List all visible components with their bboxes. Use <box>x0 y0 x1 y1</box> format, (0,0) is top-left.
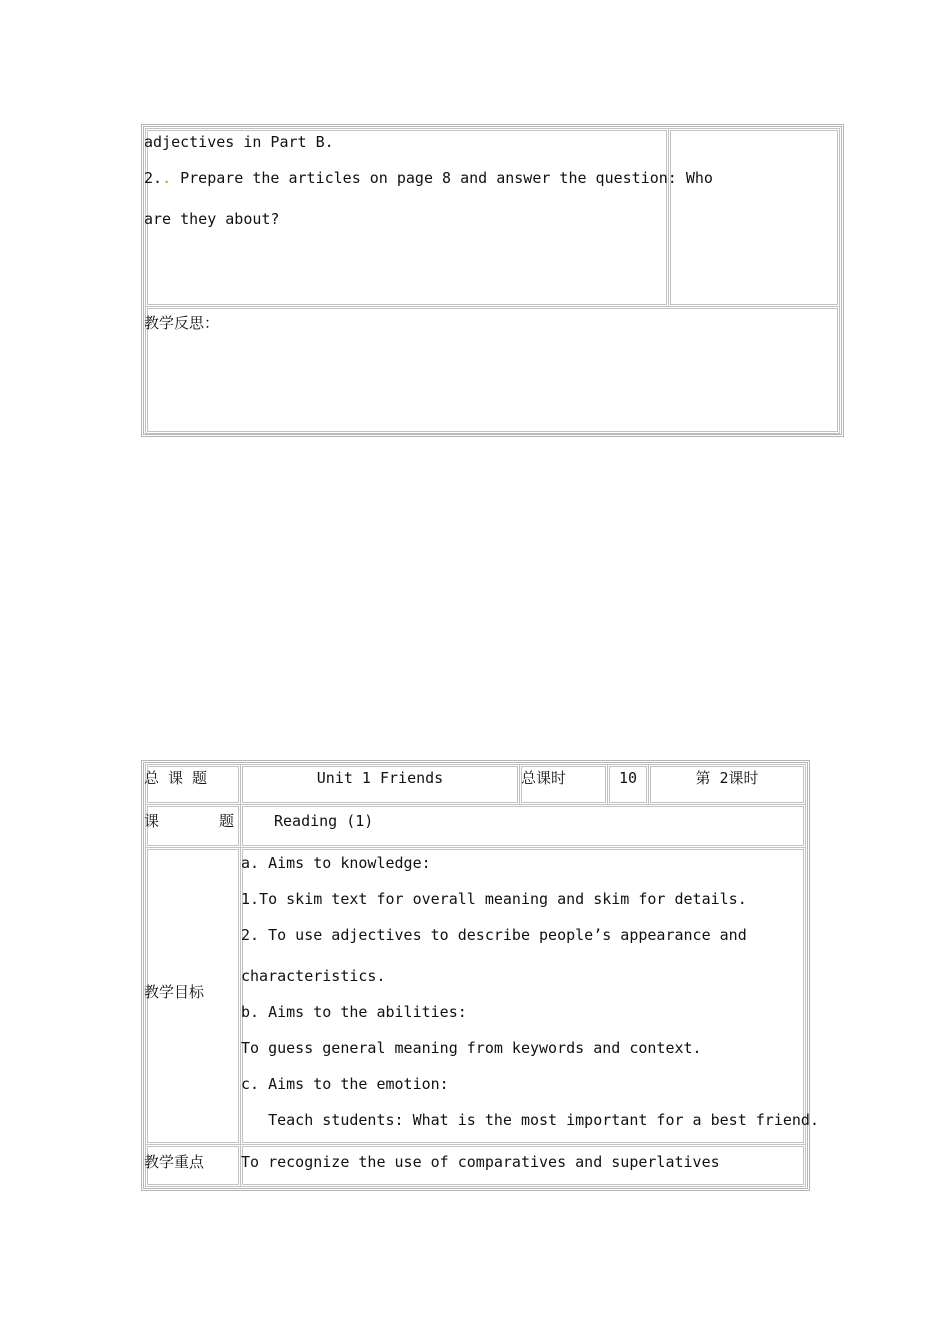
key-points-label: 教学重点 <box>144 1153 205 1171</box>
objective-line: Teach students: What is the most important for a best friend. <box>241 1111 819 1129</box>
reflection-label: 教学反思： <box>144 314 220 332</box>
topic-value: Reading (1) <box>274 812 374 830</box>
objective-line: c. Aims to the emotion: <box>241 1075 449 1093</box>
objective-line: 1.To skim text for overall meaning and skim for details. <box>241 890 747 908</box>
homework-line-3: are they about? <box>144 210 280 228</box>
objective-line: 2. To use adjectives to describe people’s appearance and <box>241 926 747 944</box>
total-hours-label: 总课时 <box>521 769 567 787</box>
objective-line: b. Aims to the abilities: <box>241 1003 467 1021</box>
topic-label-a: 课 <box>144 812 160 830</box>
objective-line: characteristics. <box>241 967 386 985</box>
homework-line-1: adjectives in Part B. <box>144 133 334 151</box>
objective-line: To guess general meaning from keywords and context. <box>241 1039 702 1057</box>
key-points-value: To recognize the use of comparatives and superlatives <box>241 1153 720 1171</box>
total-topic-label: 总 课 题 <box>144 769 208 787</box>
homework-item-2 <box>144 168 713 188</box>
objective-line: a. Aims to knowledge: <box>241 854 431 872</box>
item-number: 2. <box>144 169 163 187</box>
reflection-cell <box>145 306 840 434</box>
marker-dot: . <box>162 169 172 187</box>
item-text: Prepare the articles on page 8 and answer the question: Who <box>171 169 713 187</box>
total-hours-value: 10 <box>619 769 638 787</box>
unit-title: Unit 1 Friends <box>316 769 444 787</box>
notes-cell <box>668 128 840 307</box>
objectives-label: 教学目标 <box>144 983 205 1001</box>
lesson-number: 第 2课时 <box>695 769 759 787</box>
topic-label-b: 题 <box>219 812 235 830</box>
